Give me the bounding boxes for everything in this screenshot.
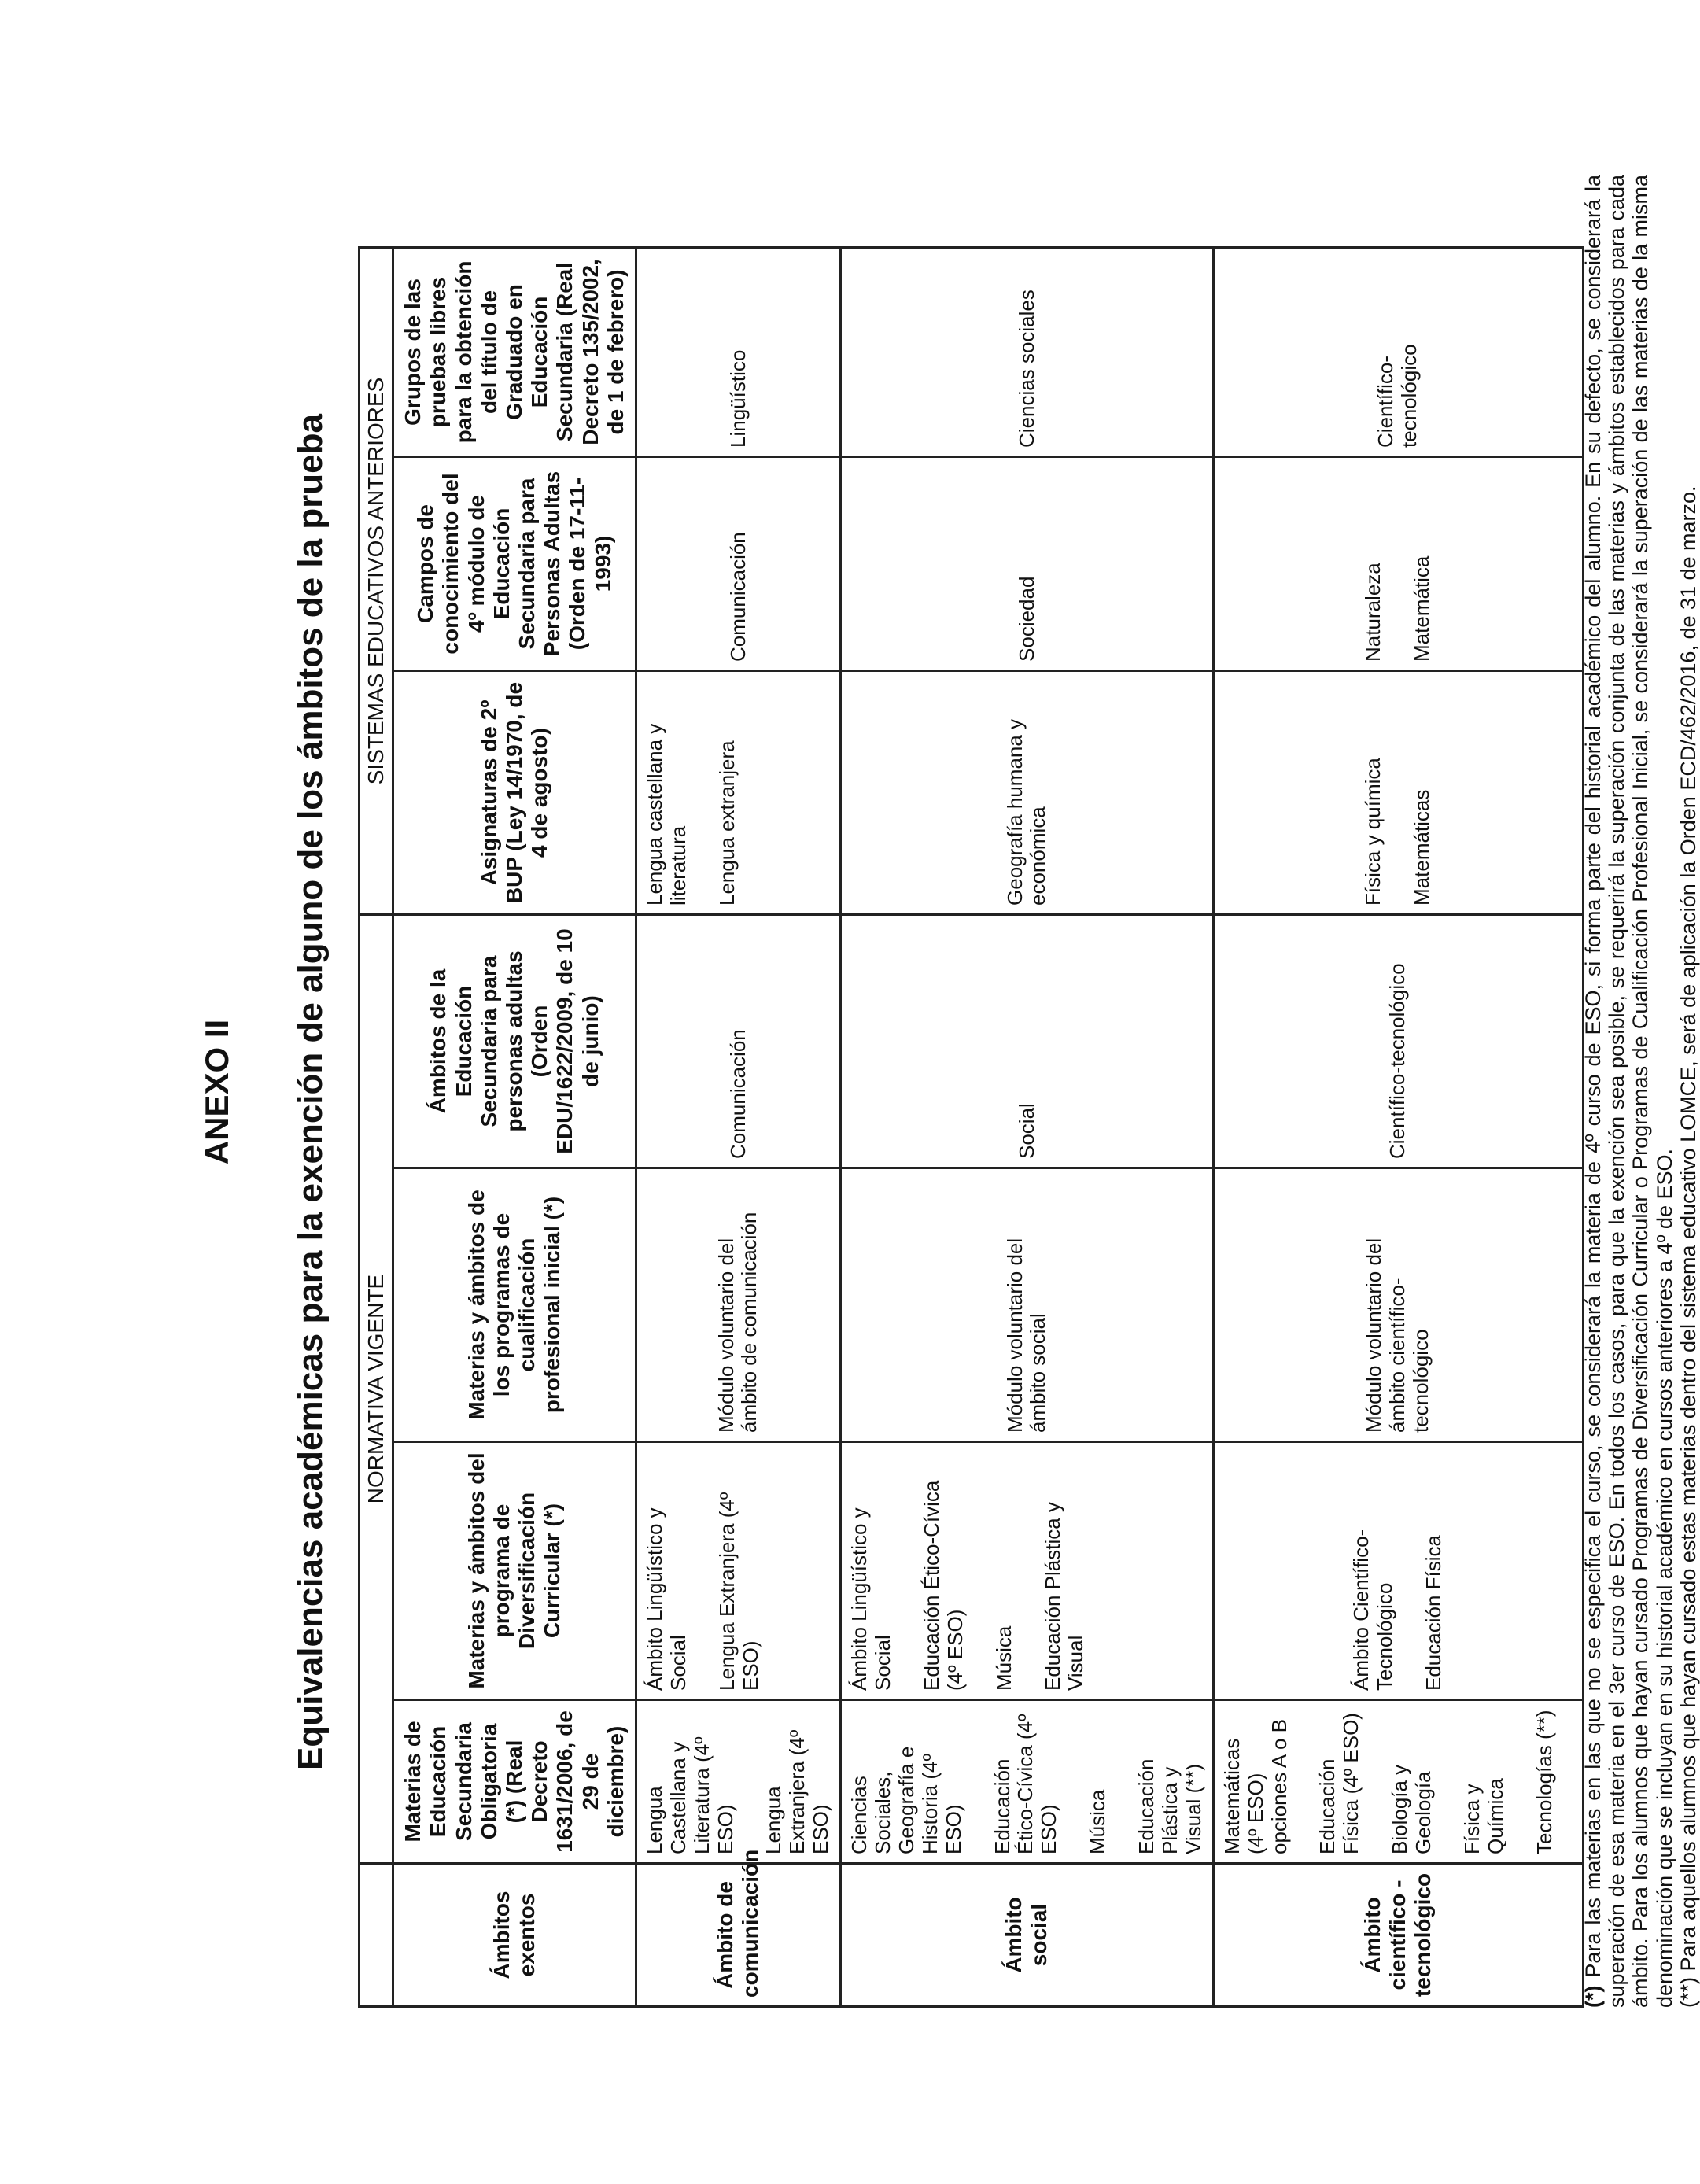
subject-item: Educación Física (4º ESO): [1315, 1713, 1363, 1854]
subject-item: Música: [991, 1625, 1016, 1691]
group-header-sistemas: SISTEMAS EDUCATIVOS ANTERIORES: [360, 247, 393, 914]
cell-adultos: Comunicación: [636, 914, 840, 1168]
row-header-social: Ámbito social: [841, 1864, 1214, 2007]
cell-grupos: Lingüístico: [636, 247, 840, 456]
subject-item: Naturaleza: [1361, 563, 1385, 662]
cell-eso: [636, 1700, 840, 1864]
col-header-eso: Materias de Educación Secundaria Obligatoria (*) (Real Decreto 1631/2006, de 29 de diciembre): [393, 1700, 636, 1864]
cell-pcpi: Módulo voluntario del ámbito social: [841, 1168, 1214, 1442]
cell-campos: Comunicación: [636, 456, 840, 670]
subject-item: Ámbito Lingüístico y Social: [642, 1507, 690, 1691]
col-header-pcpi: Materias y ámbitos de los programas de cualificación profesional inicial (*): [393, 1168, 636, 1442]
cell-bup: Geografía humana y económica: [841, 670, 1214, 914]
subject-item: Lengua Extranjera (4º ESO): [714, 1492, 762, 1691]
subject-item: Física y Química: [1460, 1778, 1507, 1854]
col-header-campos: Campos de conocimiento del 4º módulo de Educación Secundaria para Personas Adultas (Orden de 17-11-1993): [393, 456, 636, 670]
cell-bup: [1213, 670, 1583, 914]
cell-pcpi: Módulo voluntario del ámbito científico-tecnológico: [1213, 1168, 1583, 1442]
equivalences-table: [358, 246, 1584, 2008]
cell-diversificacion: [1213, 1442, 1583, 1700]
subject-item: Física y química: [1361, 758, 1385, 906]
col-header-bup: Asignaturas de 2º BUP (Ley 14/1970, de 4 de agosto): [393, 670, 636, 914]
cell-pcpi: Módulo voluntario del ámbito de comunicación: [636, 1168, 840, 1442]
cell-eso: [841, 1700, 1214, 1864]
subject-item: Tecnologías (**): [1532, 1710, 1556, 1854]
footnotes: [1581, 175, 1700, 2008]
cell-bup: [636, 670, 840, 914]
group-header-normativa: NORMATIVA VIGENTE: [360, 914, 393, 1863]
cell-campos: [1213, 456, 1583, 670]
subject-item: Ámbito Lingüístico y Social: [847, 1507, 894, 1691]
subject-item: Educación Plástica y Visual: [1040, 1502, 1088, 1691]
subject-item: Educación Ético-Cívica (4º ESO): [919, 1480, 967, 1691]
subject-item: Lengua Castellana y Literatura (4º ESO): [642, 1736, 737, 1854]
col-header-adultos: Ámbitos de la Educación Secundaria para personas adultas (Orden EDU/1622/2009, de 10 de junio): [393, 914, 636, 1168]
subject-item: Matemática: [1410, 555, 1434, 662]
group-header-empty: [360, 1864, 393, 2007]
row-header-cientifico: Ámbito científico - tecnológico: [1213, 1864, 1583, 2007]
column-header-row: [393, 247, 636, 2006]
cell-eso: [1213, 1700, 1583, 1864]
group-header-row: [360, 247, 393, 2006]
subject-item: Música: [1086, 1789, 1110, 1854]
col-header-diversificacion: Materias y ámbitos del programa de Diversificación Curricular (*): [393, 1442, 636, 1700]
table-row-comunicacion: [636, 247, 840, 2006]
footnote-2: (**) Para aquellos alumnos que hayan cursado estas materias dentro del sistema educativo LOMCE, será de aplicación la Orden ECD/462/2016, de 31 de marzo.: [1676, 485, 1700, 2008]
subject-item: Lengua castellana y literatura: [642, 723, 690, 906]
cell-grupos: Ciencias sociales: [841, 247, 1214, 456]
subject-item: Lengua Extranjera (4º ESO): [761, 1729, 833, 1854]
subject-item: Matemáticas (4º ESO) opciones A o B: [1219, 1718, 1291, 1854]
col-header-ambitos: Ámbitos exentos: [393, 1864, 636, 2007]
col-header-grupos: Grupos de las pruebas libres para la obtención del título de Graduado en Educación Secundaria (Real Decreto 135/2002, de 1 de febrero): [393, 247, 636, 456]
subject-item: Ciencias Sociales, Geografía e Historia (4º ESO): [847, 1746, 965, 1854]
footnote-1: [1581, 175, 1676, 2008]
subject-item: Ámbito Científico-Tecnológico: [1349, 1529, 1397, 1691]
table-row-cientifico: [1213, 247, 1583, 2006]
cell-diversificacion: [636, 1442, 840, 1700]
cell-grupos: Científico-tecnológico: [1213, 247, 1583, 456]
table-row-social: [841, 247, 1214, 2006]
subject-item: Lengua extranjera: [714, 740, 739, 906]
row-header-comunicacion: Ámbito de comunicación: [636, 1864, 840, 2007]
subject-item: Matemáticas: [1410, 789, 1434, 906]
page-title: Equivalencias académicas para la exención de alguno de los ámbitos de la prueba: [291, 414, 330, 1770]
annex-title: ANEXO II: [198, 1019, 235, 1165]
subject-item: Educación Física: [1422, 1535, 1446, 1691]
footnote-1-text: Para las materias en las que no se especifica el curso, se considerará la materia de 4º curso de ESO, si forma parte del historial académico del alumno. En su defecto, se considerará la superación de esa materia en el 3er curso de ESO. En todos los casos, para que la exención sea posible, se requerirá la superación conjunta de las materias y ámbitos establecidos para cada ámbito. Para los alumnos que hayan cursado Programas de Diversificación Curricular o Programas de Cualificación Profesional Inicial, se considerará la superación de las materias de la misma denominación que se incluyan en su historial académico en cursos anteriores a 4º de ESO.: [1581, 175, 1676, 2008]
footnote-1-mark: (*): [1581, 1985, 1605, 2008]
subject-item: Biología y Geología: [1388, 1764, 1436, 1854]
subject-item: Educación Plástica y Visual (**): [1134, 1758, 1205, 1854]
cell-diversificacion: [841, 1442, 1214, 1700]
cell-adultos: Científico-tecnológico: [1213, 914, 1583, 1168]
subject-item: Educación Ético-Cívica (4º ESO): [990, 1714, 1061, 1854]
cell-campos: Sociedad: [841, 456, 1214, 670]
cell-adultos: Social: [841, 914, 1214, 1168]
